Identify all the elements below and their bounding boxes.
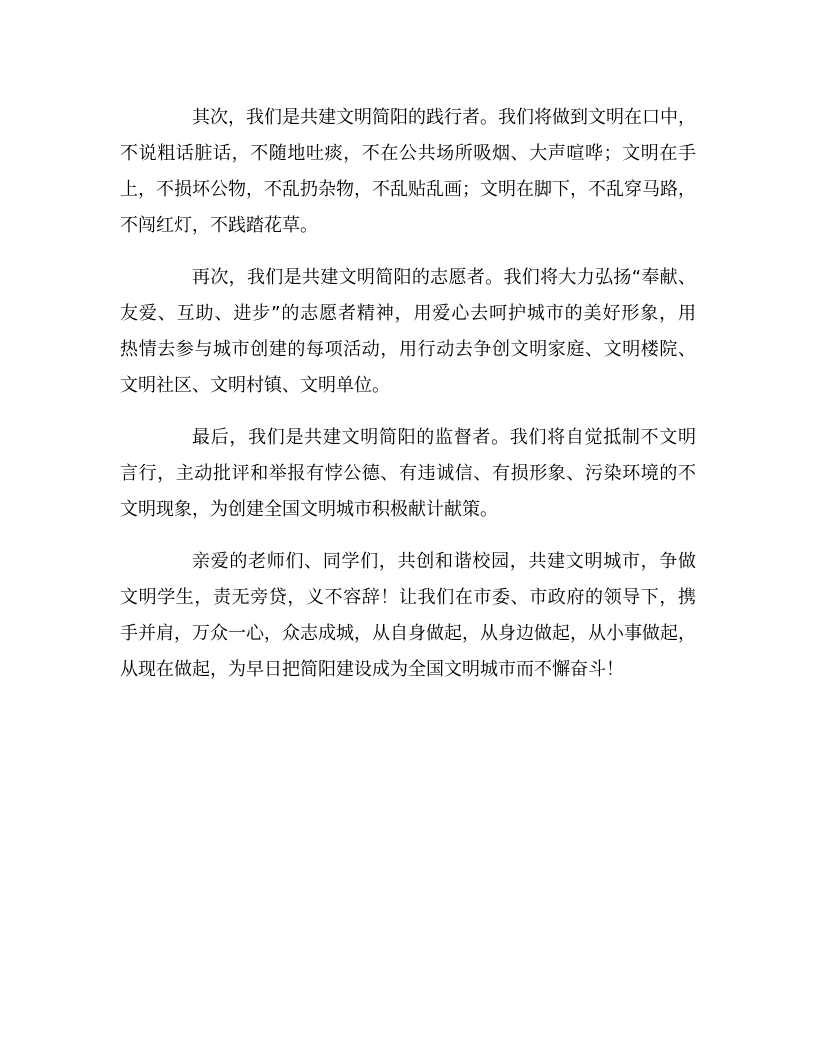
paragraph-line: 上，不损坏公物，不乱扔杂物，不乱贴乱画；文明在脚下，不乱穿马路， — [120, 179, 696, 200]
paragraph-line: 文明社区、文明村镇、文明单位。 — [120, 375, 390, 396]
paragraph-line: 文明学生，责无旁贷，义不容辞！让我们在市委、市政府的领导下，携 — [120, 587, 696, 608]
paragraph-line: 不说粗话脏话，不随地吐痰，不在公共场所吸烟、大声喧哗；文明在手 — [120, 143, 696, 164]
paragraph-line: 友爱、互助、进步”的志愿者精神，用爱心去呵护城市的美好形象，用 — [120, 303, 696, 324]
paragraph-line: 其次，我们是共建文明简阳的践行者。我们将做到文明在口中， — [192, 107, 696, 128]
paragraph-call-to-action — [120, 544, 696, 688]
paragraph-line: 从现在做起，为早日把简阳建设成为全国文明城市而不懈奋斗！ — [120, 659, 624, 680]
paragraph-line: 手并肩，万众一心，众志成城，从自身做起，从身边做起，从小事做起， — [120, 623, 696, 644]
paragraph-gap — [120, 404, 696, 420]
paragraph-line: 言行，主动批评和举报有悖公德、有违诚信、有损形象、污染环境的不 — [120, 463, 696, 484]
paragraph-line: 文明现象，为创建全国文明城市积极献计献策。 — [120, 499, 498, 520]
paragraph-supervisor — [120, 420, 696, 528]
paragraph-line: 不闯红灯，不践踏花草。 — [120, 215, 318, 236]
paragraph-practitioner — [120, 100, 696, 244]
document-body — [120, 100, 696, 688]
paragraph-line: 再次，我们是共建文明简阳的志愿者。我们将大力弘扬“奉献、 — [192, 267, 696, 288]
paragraph-line: 热情去参与城市创建的每项活动，用行动去争创文明家庭、文明楼院、 — [120, 339, 696, 360]
paragraph-volunteer — [120, 260, 696, 404]
paragraph-line: 亲爱的老师们、同学们，共创和谐校园，共建文明城市，争做 — [192, 551, 696, 572]
paragraph-gap — [120, 244, 696, 260]
paragraph-gap — [120, 528, 696, 544]
paragraph-line: 最后，我们是共建文明简阳的监督者。我们将自觉抵制不文明 — [192, 427, 696, 448]
